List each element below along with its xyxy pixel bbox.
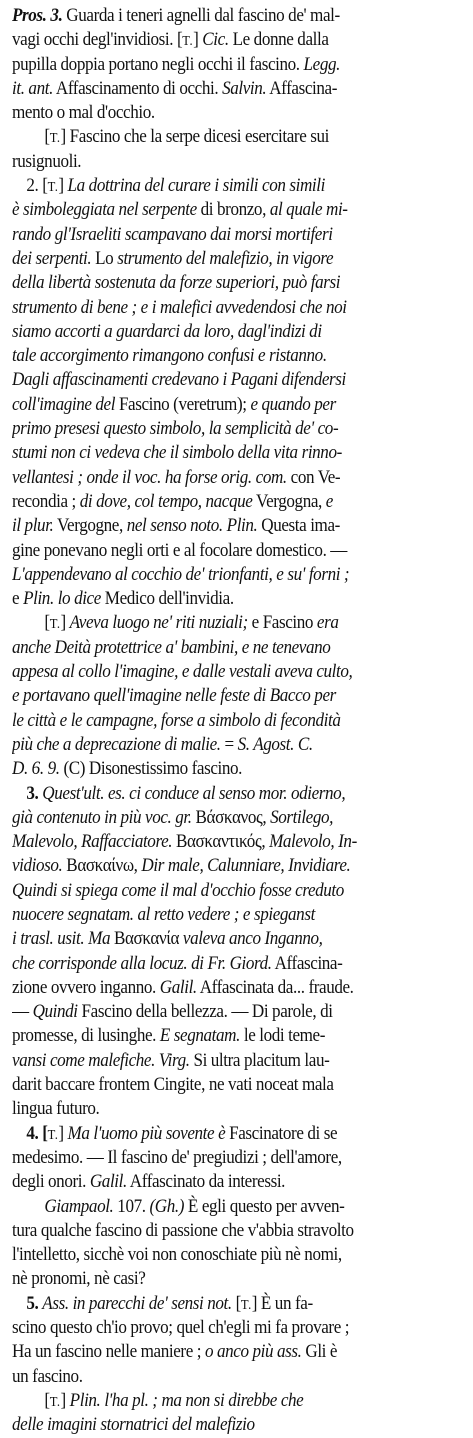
text-run: Giampaol. bbox=[44, 1195, 114, 1217]
text-run: gine ponevano negli orti e al focolare domestico. — bbox=[12, 539, 348, 561]
text-run: Dagli affascinamenti credevano i Pagani difendersi bbox=[12, 369, 346, 391]
text-run: darit baccare frontem Cingite, ne vati noceat mala bbox=[12, 1074, 334, 1096]
text-line bbox=[12, 782, 464, 806]
text-line bbox=[12, 1000, 464, 1024]
text-run: stumi non ci vedeva che il simbolo della vita rinno- bbox=[12, 442, 342, 464]
text-run: S. Agost. C. bbox=[237, 733, 313, 755]
text-run: degli onori. bbox=[12, 1171, 90, 1193]
text-run: Affascinamento di occhi. bbox=[52, 77, 223, 99]
text-line bbox=[12, 368, 464, 392]
text-run: primo presesi questo simbolo, la semplicità de' co- bbox=[12, 418, 339, 440]
text-line bbox=[12, 1195, 464, 1219]
text-run: scino questo ch'io provo; quel ch'egli mi fa provare ; bbox=[12, 1317, 350, 1339]
text-line bbox=[12, 4, 464, 28]
dictionary-column bbox=[12, 4, 464, 1438]
text-run: zione ovvero inganno. bbox=[12, 976, 160, 998]
text-run: o anco più ass. bbox=[204, 1341, 302, 1363]
text-run: medesimo. — Il fascino de' pregiudizi ; dell'amore, bbox=[12, 1146, 342, 1168]
text-run: (Gh.) bbox=[149, 1195, 185, 1217]
text-run: T. bbox=[49, 1394, 61, 1410]
text-line bbox=[12, 320, 464, 344]
text-run: Lo bbox=[91, 247, 118, 269]
text-run: appesa al collo l'imagine, e dalle vestali aveva culto, bbox=[12, 661, 353, 683]
text-run: 5. bbox=[26, 1292, 43, 1314]
text-run: nel senso noto. bbox=[126, 515, 223, 537]
text-run: Gli è bbox=[301, 1341, 338, 1363]
text-run: anche Deità protettrice a' bambini, e ne tenevano bbox=[12, 636, 331, 658]
text-run: [ bbox=[231, 1292, 241, 1314]
text-line bbox=[12, 1340, 464, 1364]
text-run: della libertà sostenuta da forze superiori, può farsi bbox=[12, 272, 341, 294]
text-run: le città e le campagne, forse a simbolo di fecondità bbox=[12, 709, 341, 731]
text-line bbox=[12, 77, 464, 101]
text-line bbox=[12, 636, 464, 660]
text-run: Affascinata da... fraude. bbox=[196, 976, 354, 998]
text-line bbox=[12, 587, 464, 611]
text-line bbox=[12, 830, 464, 854]
text-line bbox=[12, 393, 464, 417]
text-line bbox=[12, 174, 464, 198]
text-run: [ bbox=[44, 1389, 50, 1411]
text-run: mento o mal d'occhio. bbox=[12, 102, 155, 124]
text-run: T. bbox=[49, 617, 61, 633]
text-run: nè pronomi, nè casi? bbox=[12, 1268, 146, 1290]
text-run: l'ha pl. ; ma non si direbbe che bbox=[104, 1389, 304, 1411]
text-line bbox=[12, 1146, 464, 1170]
text-run: vellantesi ; onde il voc. ha forse orig. com. bbox=[12, 466, 287, 488]
text-run: Malevolo, In- bbox=[269, 831, 357, 853]
text-line bbox=[12, 125, 464, 149]
text-run: con Ve- bbox=[286, 466, 341, 488]
text-run: Fascino della bellezza. — Di parole, di bbox=[77, 1001, 333, 1023]
text-line bbox=[12, 417, 464, 441]
text-run: ] bbox=[58, 175, 68, 197]
text-run: un fascino. bbox=[12, 1365, 83, 1387]
text-run: le lodi teme- bbox=[239, 1025, 326, 1047]
text-run: [ bbox=[44, 126, 50, 148]
text-line bbox=[12, 296, 464, 320]
text-run: più che a deprecazione di malie. bbox=[12, 733, 221, 755]
text-run: ] bbox=[60, 1389, 70, 1411]
text-run: Legg. bbox=[303, 53, 341, 75]
text-line bbox=[12, 223, 464, 247]
text-run: delle imagini stornatrici del malefizio bbox=[12, 1414, 255, 1436]
text-run: Quindi si spiega come il mal d'occhio fosse creduto bbox=[12, 879, 344, 901]
text-run: Ha un fascino nelle maniere ; bbox=[12, 1341, 205, 1363]
text-run: Guarda i teneri agnelli dal fascino de' mal- bbox=[62, 5, 340, 26]
text-run: era bbox=[316, 612, 339, 634]
text-run: vagi occhi degl'invidiosi. [ bbox=[12, 29, 183, 51]
text-run: Pros. 3. bbox=[12, 5, 63, 26]
text-run: Vergogne, bbox=[53, 515, 127, 537]
text-run: rando gl'Israeliti scampavano dai morsi mortiferi bbox=[12, 223, 333, 245]
text-line bbox=[12, 1365, 464, 1389]
text-line bbox=[12, 1170, 464, 1194]
text-run: 107. bbox=[113, 1195, 150, 1217]
text-line bbox=[12, 1316, 464, 1340]
text-run: e portavano quell'imagine nelle feste di Bacco per bbox=[12, 685, 336, 707]
text-run: dei serpenti. bbox=[12, 247, 92, 269]
text-run: Ma l'uomo più sovente è bbox=[67, 1122, 226, 1144]
text-line bbox=[12, 563, 464, 587]
text-run: T. bbox=[49, 131, 61, 147]
text-line bbox=[12, 660, 464, 684]
text-run: (C) Disonestissimo fascino. bbox=[59, 758, 243, 780]
text-run: [ bbox=[44, 612, 50, 634]
text-run: tura qualche fascino di passione che v'abbia stravolto bbox=[12, 1219, 354, 1241]
text-line bbox=[12, 1024, 464, 1048]
text-line bbox=[12, 1267, 464, 1291]
text-line bbox=[12, 441, 464, 465]
text-run: il plur. bbox=[12, 515, 54, 537]
text-line bbox=[12, 611, 464, 635]
text-run: vansi come malefiche. Virg. bbox=[12, 1049, 190, 1071]
text-run: La dottrina del curare i simili con simili bbox=[67, 175, 325, 197]
text-line bbox=[12, 927, 464, 951]
text-run: già contenuto in più voc. gr. bbox=[12, 806, 192, 828]
text-run: ] bbox=[60, 612, 70, 634]
text-run: strumento del malefizio, in vigore bbox=[117, 247, 334, 269]
text-run: Malevolo, Raffacciatore. bbox=[12, 831, 173, 853]
text-line bbox=[12, 539, 464, 563]
text-run: Salvin. bbox=[222, 77, 267, 99]
text-run: Galil. bbox=[89, 1171, 127, 1193]
text-line bbox=[12, 101, 464, 125]
text-run: it. ant. bbox=[12, 77, 53, 99]
text-line bbox=[12, 198, 464, 222]
text-run: recondia ; bbox=[12, 490, 80, 512]
text-run: e Fascino bbox=[247, 612, 317, 634]
text-run: E segnatam. bbox=[159, 1025, 240, 1047]
text-line bbox=[12, 1292, 464, 1316]
text-run: Quindi bbox=[32, 1001, 78, 1023]
text-line bbox=[12, 490, 464, 514]
text-run: promesse, di lusinghe. bbox=[12, 1025, 160, 1047]
text-run: di dove, col tempo, nacque bbox=[79, 490, 253, 512]
text-line bbox=[12, 344, 464, 368]
text-run: — bbox=[12, 1001, 33, 1023]
text-run: nuocere segnatam. al retto vedere ; e spieganst bbox=[12, 903, 315, 925]
text-run: T. bbox=[240, 1297, 252, 1313]
text-run: Plin. bbox=[23, 588, 54, 610]
text-line bbox=[12, 1413, 464, 1437]
text-run: e quando per bbox=[250, 393, 336, 415]
text-run: Fascinatore di se bbox=[225, 1122, 338, 1144]
text-run: i trasl. usit. Ma bbox=[12, 928, 111, 950]
text-run: strumento di bene ; e i malefici avvedendosi che noi bbox=[12, 296, 347, 318]
text-line bbox=[12, 757, 464, 781]
text-line bbox=[12, 1097, 464, 1121]
text-run: T. bbox=[47, 180, 59, 196]
text-run: ] Fascino che la serpe dicesi esercitare sui bbox=[60, 126, 329, 148]
text-line bbox=[12, 1219, 464, 1243]
text-run: Aveva luogo ne' riti nuziali; bbox=[69, 612, 248, 634]
text-run: Βασκαίνω, bbox=[62, 855, 142, 877]
text-run: che corrisponde alla locuz. di Fr. Giord. bbox=[12, 952, 272, 974]
text-run: è simboleggiata nel serpente bbox=[12, 199, 197, 221]
text-run: Galil. bbox=[159, 976, 197, 998]
text-run: valeva anco Inganno, bbox=[182, 928, 323, 950]
text-run: Βάσκανος, bbox=[191, 806, 271, 828]
text-line bbox=[12, 1073, 464, 1097]
text-line bbox=[12, 879, 464, 903]
text-line bbox=[12, 1389, 464, 1413]
text-run: Βασκανία bbox=[110, 928, 183, 950]
text-run: ] È un fa- bbox=[251, 1292, 313, 1314]
text-line bbox=[12, 53, 464, 77]
text-run: lingua futuro. bbox=[12, 1098, 100, 1120]
text-run: D. 6. 9. bbox=[12, 758, 60, 780]
text-line bbox=[12, 1122, 464, 1146]
text-run: Sortilego, bbox=[270, 806, 334, 828]
text-line bbox=[12, 1049, 464, 1073]
text-run: e bbox=[325, 490, 333, 512]
text-run: Plin. bbox=[226, 515, 258, 537]
text-run: ] bbox=[193, 29, 203, 51]
text-run: Affascina- bbox=[266, 77, 337, 99]
text-run: al quale mi- bbox=[269, 199, 348, 221]
text-line bbox=[12, 952, 464, 976]
text-run: Quest'ult. es. ci conduce al senso mor. odierno, bbox=[42, 782, 346, 804]
text-line bbox=[12, 806, 464, 830]
text-run: l'intelletto, sicchè voi non conoschiate più nè nomi, bbox=[12, 1244, 342, 1266]
text-line bbox=[12, 28, 464, 52]
text-run: Affascina- bbox=[271, 952, 343, 974]
text-run: L'appendevano al cocchio de' trionfanti, e su' forni ; bbox=[12, 563, 350, 585]
text-line bbox=[12, 514, 464, 538]
text-run: Βασκαντικός, bbox=[172, 831, 270, 853]
text-line bbox=[12, 903, 464, 927]
text-line bbox=[12, 733, 464, 757]
text-line bbox=[12, 854, 464, 878]
text-run: Fascino (veretrum); bbox=[115, 393, 251, 415]
text-run: T. bbox=[182, 34, 194, 50]
text-run: Affascinato da interessi. bbox=[126, 1171, 286, 1193]
text-run: 4. [ bbox=[26, 1122, 48, 1144]
text-run: tale accorgimento rimangono confusi e ristanno. bbox=[12, 345, 327, 367]
text-run: e bbox=[12, 588, 24, 610]
text-run: Ass. in parecchi de' sensi not. bbox=[42, 1292, 232, 1314]
text-run: È egli questo per avven- bbox=[184, 1195, 345, 1217]
text-line bbox=[12, 709, 464, 733]
text-run: pupilla doppia portano negli occhi il fascino. bbox=[12, 53, 304, 75]
text-run: rusignuoli. bbox=[12, 150, 82, 172]
text-line bbox=[12, 271, 464, 295]
text-line bbox=[12, 976, 464, 1000]
text-line bbox=[12, 150, 464, 174]
text-run: Plin. bbox=[69, 1389, 101, 1411]
text-run: Vergogna, bbox=[252, 490, 326, 512]
text-line bbox=[12, 247, 464, 271]
text-run: Si ultra placitum lau- bbox=[189, 1049, 330, 1071]
text-run: Dir male, Calunniare, Invidiare. bbox=[141, 855, 351, 877]
text-run: 3. bbox=[26, 782, 43, 804]
text-run: T. bbox=[47, 1127, 59, 1143]
text-run: = bbox=[220, 733, 238, 755]
text-run: Cic. bbox=[202, 29, 229, 51]
text-run: 2. [ bbox=[26, 175, 48, 197]
text-line bbox=[12, 684, 464, 708]
text-line bbox=[12, 466, 464, 490]
text-run: Questa ima- bbox=[257, 515, 340, 537]
text-run: coll'imagine del bbox=[12, 393, 116, 415]
text-run: lo dice bbox=[57, 588, 101, 610]
text-run: vidioso. bbox=[12, 855, 63, 877]
text-run: siamo accorti a guardarci da loro, dagl'indizi di bbox=[12, 320, 322, 342]
text-run: Le donne dalla bbox=[228, 29, 329, 51]
text-run: ] bbox=[58, 1122, 68, 1144]
text-run: di bronzo, bbox=[196, 199, 270, 221]
text-run: Medico dell'invidia. bbox=[100, 588, 234, 610]
